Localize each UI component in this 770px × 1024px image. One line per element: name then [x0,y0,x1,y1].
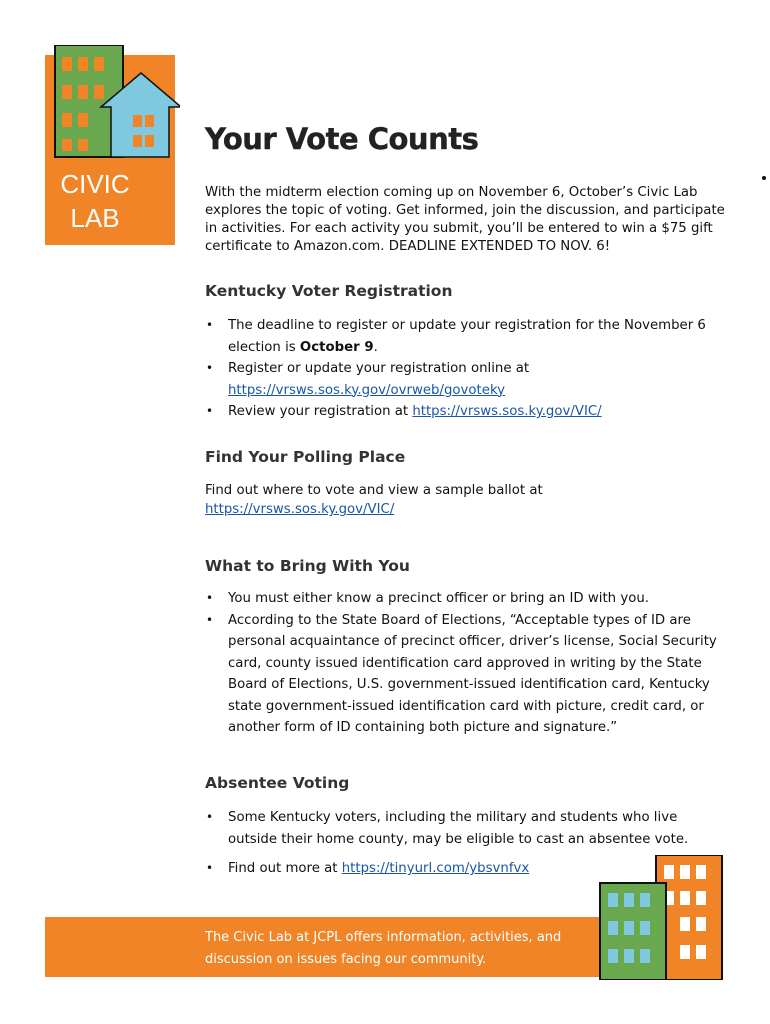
polling-link[interactable]: https://vrsws.sos.ky.gov/VIC/ [205,502,395,517]
deadline-date: October 9 [299,339,374,355]
logo-line1: CIVIC [60,169,130,199]
footer-text: The Civic Lab at JCPL offers information, activities, and discussion on issues facing our community. [205,930,562,967]
list-item: • Some Kentucky voters, including the military and students who live outside their home county, may be eligible to cast an absentee vote. [205,807,730,850]
civic-lab-logo [45,45,180,245]
stray-bullet-dot [762,176,766,180]
bring-list [205,588,730,739]
page-title: Your Vote Counts [205,122,479,156]
absentee-heading: Absentee Voting [205,774,350,792]
list-item: • Register or update your registration online at https://vrsws.sos.ky.gov/ovrweb/govoteky [205,358,730,401]
list-item: • Review your registration at https://vrsws.sos.ky.gov/VIC/ [205,401,730,423]
buildings-illustration [598,855,726,980]
list-item: • The deadline to register or update your registration for the November 6 election is October 9. [205,315,730,358]
registration-heading: Kentucky Voter Registration [205,282,453,300]
list-item: • You must either know a precinct officer or bring an ID with you. [205,588,730,610]
vic-link[interactable]: https://vrsws.sos.ky.gov/VIC/ [412,404,602,419]
intro-paragraph: With the midterm election coming up on November 6, October’s Civic Lab explores the topic of voting. Get informed, join the discussion, and participate in activities. For each activity you submit, you’ll be entered to win a $75 gift certificate to Amazon.com. DEADLINE EXTENDED TO NOV. 6! [205,185,725,254]
polling-paragraph: Find out where to vote and view a sample ballot at https://vrsws.sos.ky.gov/VIC/ [205,483,543,517]
list-item: • According to the State Board of Elections, “Acceptable types of ID are personal acquaintance of precinct officer, driver’s license, Social Security card, county issued identification card approved in writing by the State Board of Elections, U.S. government-issued identification card, Kentucky state government-issued identification card with picture, credit card, or another form of ID containing both picture and signature.” [205,610,730,739]
absentee-link[interactable]: https://tinyurl.com/ybsvnfvx [341,861,530,876]
list-item: • Find out more at https://tinyurl.com/ybsvnfvx [205,858,730,880]
footer-banner [45,917,610,977]
govoteky-link[interactable]: https://vrsws.sos.ky.gov/ovrweb/govoteky [228,382,506,398]
logo-line2: LAB [70,203,120,233]
registration-list [205,315,730,423]
polling-heading: Find Your Polling Place [205,448,406,466]
bring-heading: What to Bring With You [205,557,410,575]
